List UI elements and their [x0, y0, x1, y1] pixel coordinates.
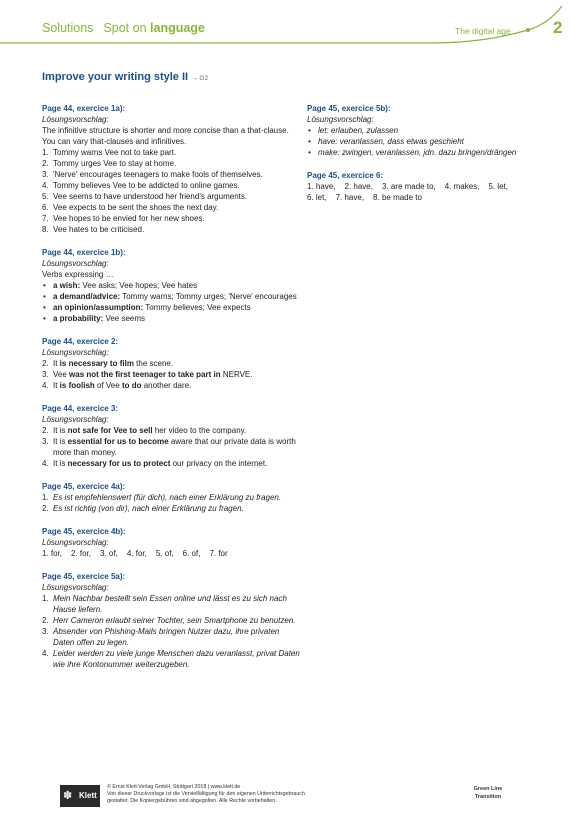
section-subheading: Lösungsvorschlag:	[42, 538, 109, 547]
section-subheading: Lösungsvorschlag:	[42, 115, 109, 124]
section-subheading: Lösungsvorschlag:	[42, 259, 109, 268]
inline-answer: 6. let,	[307, 193, 327, 202]
inline-answer: 2. for,	[71, 549, 92, 558]
klett-logo	[60, 785, 100, 807]
item-label: an opinion/assumption:	[53, 303, 144, 312]
right-column	[307, 103, 557, 215]
list-item	[42, 615, 302, 626]
item-text: Vee expects to be sent the shoes the next day.	[53, 203, 219, 212]
item-text: Tommy warns Vee not to take part.	[53, 148, 177, 157]
inline-answer: 2. have,	[344, 182, 373, 191]
item-text: Absender von Phishing-Mails bringen Nutzer dazu, ihre privaten Daten offen zu legen.	[53, 627, 280, 647]
list-item	[42, 458, 302, 469]
item-text: Herr Cameron erlaubt seiner Tochter, sein Smartphone zu benutzen.	[53, 616, 296, 625]
list-item	[307, 125, 557, 136]
bullet-icon: •	[43, 281, 46, 290]
list-item	[42, 202, 302, 213]
series-label	[448, 786, 528, 801]
bullet-icon: •	[43, 314, 46, 323]
item-text: Tommy urges Vee to stay at home.	[53, 159, 177, 168]
section-heading: Page 44, exercice 3:	[42, 404, 119, 413]
item-text: It is	[53, 459, 68, 468]
section-ex-6	[307, 170, 557, 203]
section-subheading: Lösungsvorschlag:	[42, 415, 109, 424]
list-item	[42, 380, 302, 391]
item-text: It	[53, 381, 60, 390]
item-number: 3.	[42, 627, 49, 636]
item-emphasis: necessary for us to protect	[67, 459, 171, 468]
item-number: 2.	[42, 616, 49, 625]
item-number: 4.	[42, 381, 49, 390]
inline-answer: 7. have,	[335, 193, 365, 202]
list-item	[42, 302, 302, 313]
section-heading: Page 45, exercice 6:	[307, 171, 384, 180]
inline-answer: 8. be made to	[373, 193, 422, 202]
section-heading: Page 44, exercice 2:	[42, 337, 119, 346]
item-number: 2.	[42, 159, 49, 168]
inline-answer: 1. for,	[42, 549, 63, 558]
item-emphasis: is foolish	[59, 381, 95, 390]
item-text: make: zwingen, veranlassen, jdn. dazu bringen/drängen	[318, 148, 517, 157]
item-number: 4.	[42, 181, 49, 190]
list-item	[307, 136, 557, 147]
item-text: It is	[53, 437, 68, 446]
bullet-icon: •	[308, 148, 311, 157]
list-item	[42, 436, 302, 458]
item-emphasis: to do	[121, 381, 142, 390]
section-ex-3	[42, 403, 302, 469]
item-text: Es ist empfehlenswert (für dich), nach einer Erklärung zu fragen.	[53, 493, 282, 502]
grammar-reference: → G2	[191, 75, 209, 82]
answer-list	[42, 593, 302, 670]
copyright-line: © Ernst Klett Verlag GmbH, Stuttgart 2018 | www.klett.de	[107, 784, 241, 790]
inline-answer: 3. are made to,	[381, 182, 436, 191]
item-text: let: erlauben, zulassen	[318, 126, 399, 135]
item-number: 4.	[42, 459, 49, 468]
item-text: Es ist richtig (von dir), nach einer Erklärung zu fragen.	[53, 504, 244, 513]
list-item	[42, 425, 302, 436]
item-text: of Vee	[94, 381, 122, 390]
item-text: Tommy believes; Vee expects	[143, 303, 251, 312]
item-number: 7.	[42, 214, 49, 223]
item-emphasis: not safe for Vee to sell	[67, 426, 153, 435]
section-ex-4b	[42, 526, 302, 559]
section-subheading: Lösungsvorschlag:	[42, 348, 109, 357]
copyright-line: Von dieser Druckvorlage ist die Vervielfältigung für den eigenen Unterrichtsgebrauch	[107, 791, 305, 798]
inline-answers	[42, 548, 302, 559]
answer-list	[42, 147, 302, 235]
item-label: a wish:	[53, 281, 81, 290]
intro-text: You can vary that-clauses and infinitives.	[42, 137, 187, 146]
item-label: a probability:	[53, 314, 104, 323]
list-item	[42, 313, 302, 324]
item-text: It	[53, 359, 60, 368]
list-item	[42, 492, 302, 503]
item-text: Vee seems	[103, 314, 146, 323]
list-item	[42, 213, 302, 224]
item-text: Leider werden zu viele junge Menschen dazu veranlasst, privat Daten wie ihre Kontonummer weiterzugeben.	[53, 649, 300, 669]
item-number: 3.	[42, 437, 49, 446]
bullet-icon: •	[308, 126, 311, 135]
item-emphasis: was not the first teenager to take part in	[69, 370, 221, 379]
list-item	[42, 191, 302, 202]
item-number: 8.	[42, 225, 49, 234]
item-number: 4.	[42, 649, 49, 658]
section-ex-2	[42, 336, 302, 391]
inline-answer: 5. let,	[488, 182, 509, 191]
list-item	[42, 358, 302, 369]
page-number: 2	[553, 18, 563, 37]
copyright-notice	[107, 784, 305, 806]
item-number: 3.	[42, 370, 49, 379]
item-text: Tommy believes Vee to be addicted to online games.	[53, 181, 240, 190]
copyright-line: gestattet. Die Kopiergebühren sind abgegolten. Alle Rechte vorbehalten.	[107, 798, 277, 805]
header-dot-icon	[526, 28, 530, 32]
title-text: Improve your writing style II	[42, 71, 189, 83]
inline-answer: 4. makes,	[444, 182, 480, 191]
list-item	[42, 369, 302, 380]
inline-answers-line-2	[307, 192, 557, 203]
item-text: Vee hates to be criticised.	[53, 225, 145, 234]
item-text: 'Nerve' encourages teenagers to make fools of themselves.	[53, 170, 263, 179]
section-ex-1a	[42, 103, 302, 235]
item-text: NERVE.	[220, 370, 253, 379]
bullet-icon: •	[43, 303, 46, 312]
answer-list	[42, 425, 302, 469]
item-text: Mein Nachbar bestellt sein Essen online und lässt es zu sich nach Hause liefern.	[53, 594, 287, 614]
page-header	[0, 0, 588, 46]
item-emphasis: essential for us to become	[67, 437, 169, 446]
item-text: her video to the company.	[152, 426, 247, 435]
item-text: Vee asks; Vee hopes; Vee hates	[80, 281, 198, 290]
series-volume: Transition	[474, 793, 502, 800]
section-heading: Page 44, exercice 1b):	[42, 248, 126, 257]
list-item	[42, 280, 302, 291]
brand-label	[42, 21, 205, 35]
item-number: 6.	[42, 203, 49, 212]
item-text: another dare.	[141, 381, 192, 390]
brand-solutions: Solutions	[42, 21, 94, 35]
item-number: 2.	[42, 359, 49, 368]
item-text: the scene.	[133, 359, 174, 368]
list-item	[42, 648, 302, 670]
item-text: Tommy warns; Tommy urges; 'Nerve' encourages	[120, 292, 297, 301]
item-number: 2.	[42, 426, 49, 435]
inline-answer: 3. of,	[100, 549, 118, 558]
section-subheading: Lösungsvorschlag:	[42, 583, 109, 592]
item-label: a demand/advice:	[53, 292, 121, 301]
item-number: 1.	[42, 493, 49, 502]
list-item	[42, 593, 302, 615]
bullet-icon: •	[43, 292, 46, 301]
intro-text: Verbs expressing …	[42, 270, 114, 279]
series-name: Green Line	[473, 786, 503, 792]
inline-answer: 5. of,	[155, 549, 174, 558]
item-text: have: veranlassen, dass etwas geschieht	[318, 137, 464, 146]
item-number: 5.	[42, 192, 49, 201]
section-heading: Page 45, exercice 4b):	[42, 527, 126, 536]
list-item	[42, 503, 302, 514]
item-number: 1.	[42, 148, 49, 157]
inline-answer: 1. have,	[307, 182, 336, 191]
brand-spot-on: Spot on	[103, 21, 147, 35]
list-item	[42, 224, 302, 235]
inline-answer: 6. of,	[182, 549, 201, 558]
logo-text: Klett	[79, 791, 97, 800]
left-column	[42, 103, 302, 682]
section-heading: Page 45, exercice 4a):	[42, 482, 126, 491]
page-title	[42, 71, 208, 83]
list-item	[42, 180, 302, 191]
list-item	[42, 158, 302, 169]
intro-text: The infinitive structure is shorter and more concise than a that-clause.	[42, 126, 289, 135]
item-text: Vee	[53, 370, 70, 379]
item-emphasis: is necessary to film	[59, 359, 134, 368]
answer-list	[42, 492, 302, 514]
item-number: 2.	[42, 504, 49, 513]
section-ex-4a	[42, 481, 302, 514]
brand-language: language	[150, 21, 205, 35]
klett-logo-icon: ✽	[63, 790, 73, 802]
item-text: It is	[53, 426, 68, 435]
section-subheading: Lösungsvorschlag:	[307, 115, 374, 124]
bullet-icon: •	[308, 137, 311, 146]
section-ex-5b	[307, 103, 557, 158]
answer-list	[42, 280, 302, 324]
list-item	[42, 169, 302, 180]
inline-answers-line-1	[307, 181, 557, 192]
item-text: our privacy on the internet.	[170, 459, 268, 468]
answer-list	[42, 358, 302, 391]
item-text: Vee seems to have understood her friend's arguments.	[53, 192, 248, 201]
list-item	[42, 291, 302, 302]
list-item	[42, 147, 302, 158]
item-text: Vee hopes to be envied for her new shoes.	[53, 214, 205, 223]
item-text: aware that our private data is worth more than money.	[53, 437, 296, 457]
section-heading: Page 45, exercice 5b):	[307, 104, 391, 113]
page-footer	[60, 785, 530, 821]
inline-answer: 7. for	[209, 549, 228, 558]
inline-answer: 4. for,	[126, 549, 147, 558]
list-item	[307, 147, 557, 158]
answer-list	[307, 125, 557, 158]
topic-label: The digital age	[455, 26, 511, 36]
section-ex-1b	[42, 247, 302, 324]
item-number: 1.	[42, 594, 49, 603]
section-heading: Page 44, exercice 1a):	[42, 104, 126, 113]
section-ex-5a	[42, 571, 302, 670]
section-heading: Page 45, exercice 5a):	[42, 572, 126, 581]
item-number: 3.	[42, 170, 49, 179]
list-item	[42, 626, 302, 648]
